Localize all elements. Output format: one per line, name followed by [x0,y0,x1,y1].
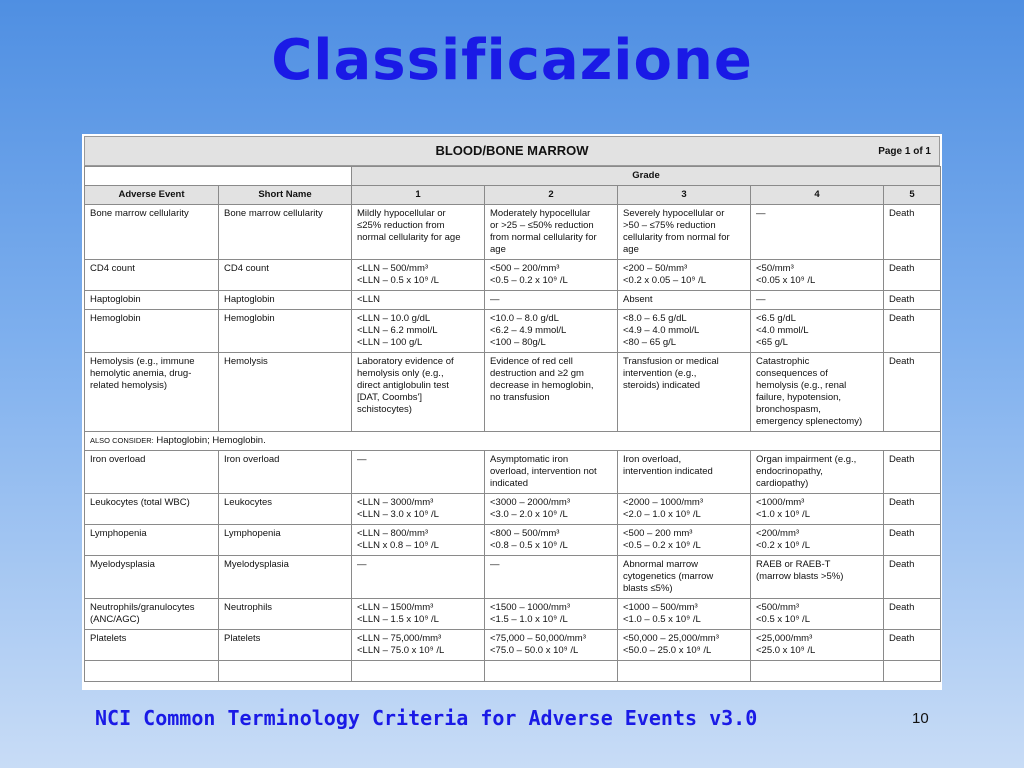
cell-text-line: from normal cellularity for [490,232,597,243]
cell-text-line: <LLN – 1500/mm³ [357,602,434,613]
grade-3-cell [618,630,751,661]
table-header-bar [84,136,940,166]
table-row [85,310,941,353]
cell-text-line: Severely hypocellular or [623,208,725,219]
grade-3-cell [618,260,751,291]
ctcae-table-image [82,134,942,690]
grade-1-cell [352,291,485,310]
grade-2-cell [485,556,618,599]
cell-text-line: Death [889,263,915,274]
cell-text-line: age [490,244,506,255]
cell-text-line: (marrow blasts >5%) [756,571,844,582]
table-row [85,494,941,525]
cell-text-line: no transfusion [490,392,550,403]
grade-1-cell [352,661,485,682]
column-header-row [85,186,941,205]
column-header: 2 [485,186,618,205]
cell-text-line: <50,000 – 25,000/mm³ [623,633,719,644]
cell-text-line: <50.0 – 25.0 x 10⁹ /L [623,645,712,656]
cell-text-line: age [623,244,639,255]
cell-text-line: Bone marrow cellularity [90,208,189,219]
footer-title: NCI Common Terminology Criteria for Adverse Events v3.0 [95,706,758,730]
grade-5-cell [884,494,941,525]
grade-5-cell [884,630,941,661]
cell-text-line: Catastrophic [756,356,810,367]
cell-text-line: <LLN – 3.0 x 10⁹ /L [357,509,439,520]
grade-4-cell [751,310,884,353]
short-name-cell [219,291,352,310]
cell-text-line: Iron overload [224,454,280,465]
column-header: 4 [751,186,884,205]
grade-4-cell [751,630,884,661]
cell-text-line: <1.0 – 0.5 x 10⁹ /L [623,614,701,625]
cell-text-line: <75,000 – 50,000/mm³ [490,633,586,644]
column-header: 5 [884,186,941,205]
cell-text-line: <0.5 x 10⁹ /L [756,614,810,625]
grade-3-cell [618,494,751,525]
short-name-cell [219,661,352,682]
cell-text-line: <65 g/L [756,337,788,348]
cell-text-line: Platelets [224,633,261,644]
cell-text-line: <4.9 – 4.0 mmol/L [623,325,700,336]
table-row [85,630,941,661]
table-row [85,291,941,310]
table-row [85,661,941,682]
grade-2-cell [485,291,618,310]
cell-text-line: <2.0 – 1.0 x 10⁹ /L [623,509,701,520]
grade-5-cell [884,451,941,494]
grade-3-cell [618,661,751,682]
cell-text-line: <800 – 500/mm³ [490,528,560,539]
cell-text-line: Neutrophils/granulocytes [90,602,195,613]
cell-text-line: <1500 – 1000/mm³ [490,602,571,613]
cell-text-line: <200 – 50/mm³ [623,263,688,274]
adverse-event-cell [85,451,219,494]
cell-text-line: <4.0 mmol/L [756,325,809,336]
cell-text-line: <0.5 – 0.2 x 10⁹ /L [490,275,568,286]
adverse-event-cell [85,630,219,661]
table-row [85,599,941,630]
grade-1-cell [352,556,485,599]
cell-text-line: <80 – 65 g/L [623,337,677,348]
grade-1-cell [352,630,485,661]
cell-text-line: <75.0 – 50.0 x 10⁹ /L [490,645,579,656]
cell-text-line: <50/mm³ [756,263,794,274]
grade-2-cell [485,205,618,260]
adverse-event-cell [85,599,219,630]
cell-text-line: <0.8 – 0.5 x 10⁹ /L [490,540,568,551]
cell-text-line: intervention (e.g., [623,368,697,379]
cell-text-line: Hemolysis [224,356,268,367]
cell-text-line: Death [889,497,915,508]
adverse-event-cell [85,291,219,310]
cell-text-line: <LLN – 500/mm³ [357,263,429,274]
column-header: Short Name [219,186,352,205]
grade-4-cell [751,599,884,630]
cell-text-line: Asymptomatic iron [490,454,569,465]
cell-text-line: <2000 – 1000/mm³ [623,497,704,508]
cell-text-line: — [490,559,500,570]
adverse-event-cell [85,661,219,682]
cell-text-line: consequences of [756,368,828,379]
cell-text-line: blasts ≤5%) [623,583,673,594]
cell-text-line: hemolysis only (e.g., [357,368,444,379]
cell-text-line: <0.5 – 0.2 x 10⁹ /L [623,540,701,551]
grade-4-cell [751,291,884,310]
blank-header-cell [85,167,352,186]
cell-text-line: Laboratory evidence of [357,356,454,367]
grade-header-row [85,167,941,186]
grade-2-cell [485,451,618,494]
short-name-cell [219,494,352,525]
cell-text-line: normal cellularity for age [357,232,461,243]
cell-text-line: bronchospasm, [756,404,821,415]
grade-1-cell [352,599,485,630]
grade-4-cell [751,205,884,260]
cell-text-line: <100 – 80g/L [490,337,546,348]
column-header: 1 [352,186,485,205]
column-header: Adverse Event [85,186,219,205]
short-name-cell [219,260,352,291]
cell-text-line: <500 – 200/mm³ [490,263,560,274]
grade-5-cell [884,291,941,310]
short-name-cell [219,310,352,353]
short-name-cell [219,599,352,630]
table-row [85,525,941,556]
cell-text-line: <25.0 x 10⁹ /L [756,645,816,656]
grade-5-cell [884,525,941,556]
cell-text-line: <6.5 g/dL [756,313,796,324]
cell-text-line: Death [889,633,915,644]
grade-2-cell [485,494,618,525]
cell-text-line: Death [889,313,915,324]
page-label: Page 1 of 1 [878,146,931,157]
grade-2-cell [485,630,618,661]
short-name-cell [219,451,352,494]
cell-text-line: decrease in hemoglobin, [490,380,594,391]
cell-text-line: destruction and ≥2 gm [490,368,584,379]
cell-text-line: <8.0 – 6.5 g/dL [623,313,687,324]
cell-text-line: Death [889,602,915,613]
grade-header: Grade [352,167,941,186]
grade-2-cell [485,661,618,682]
cell-text-line: ≤25% reduction from [357,220,445,231]
cell-text-line: <LLN – 100 g/L [357,337,423,348]
table-row [85,205,941,260]
cell-text-line: Death [889,528,915,539]
cell-text-line: Moderately hypocellular [490,208,591,219]
cell-text-line: direct antiglobulin test [357,380,449,391]
cell-text-line: Mildly hypocellular or [357,208,446,219]
cell-text-line: <200/mm³ [756,528,800,539]
grade-1-cell [352,310,485,353]
adverse-event-cell [85,260,219,291]
short-name-cell [219,525,352,556]
cell-text-line: Lymphopenia [224,528,281,539]
adverse-event-cell [85,494,219,525]
also-consider-text: Haptoglobin; Hemoglobin. [153,435,266,446]
cell-text-line: CD4 count [90,263,135,274]
cell-text-line: — [490,294,500,305]
cell-text-line: related hemolysis) [90,380,168,391]
table-row [85,260,941,291]
grade-4-cell [751,525,884,556]
cell-text-line: steroids) indicated [623,380,701,391]
cell-text-line: [DAT, Coombs'] [357,392,422,403]
cell-text-line: Leukocytes [224,497,273,508]
cell-text-line: Transfusion or medical [623,356,719,367]
table-row [85,451,941,494]
grade-5-cell [884,353,941,432]
page-number: 10 [912,710,929,727]
grade-4-cell [751,494,884,525]
cell-text-line: <3.0 – 2.0 x 10⁹ /L [490,509,568,520]
grade-3-cell [618,451,751,494]
cell-text-line: <LLN [357,294,380,305]
cell-text-line: <500/mm³ [756,602,800,613]
column-header: 3 [618,186,751,205]
cell-text-line: Death [889,208,915,219]
cell-text-line: <0.2 x 0.05 – 10⁹ /L [623,275,707,286]
cell-text-line: failure, hypotension, [756,392,842,403]
cell-text-line: Platelets [90,633,127,644]
cell-text-line: Myelodysplasia [90,559,155,570]
cell-text-line: RAEB or RAEB-T [756,559,831,570]
grade-1-cell [352,353,485,432]
cell-text-line: overload, intervention not [490,466,597,477]
cell-text-line: <LLN – 3000/mm³ [357,497,434,508]
grade-4-cell [751,353,884,432]
cell-text-line: <LLN x 0.8 – 10⁹ /L [357,540,439,551]
grade-1-cell [352,451,485,494]
cell-text-line: — [357,454,367,465]
cell-text-line: <LLN – 6.2 mmol/L [357,325,438,336]
cell-text-line: Abnormal marrow [623,559,698,570]
cell-text-line: <1.0 x 10⁹ /L [756,509,810,520]
cell-text-line: — [756,294,766,305]
cell-text-line: <10.0 – 8.0 g/dL [490,313,559,324]
grade-4-cell [751,451,884,494]
cell-text-line: Death [889,294,915,305]
table-row [85,432,941,451]
grade-2-cell [485,525,618,556]
grade-4-cell [751,556,884,599]
cell-text-line: <LLN – 1.5 x 10⁹ /L [357,614,439,625]
cell-text-line: Hemolysis (e.g., immune [90,356,195,367]
grade-2-cell [485,353,618,432]
grade-5-cell [884,260,941,291]
cell-text-line: (ANC/AGC) [90,614,140,625]
cell-text-line: intervention indicated [623,466,713,477]
short-name-cell [219,353,352,432]
cell-text-line: Death [889,454,915,465]
cell-text-line: <500 – 200 mm³ [623,528,693,539]
cell-text-line: Myelodysplasia [224,559,289,570]
also-consider-label: ALSO CONSIDER: [90,436,154,445]
grade-2-cell [485,260,618,291]
cell-text-line: <LLN – 800/mm³ [357,528,429,539]
cell-text-line: or >25 – ≤50% reduction [490,220,594,231]
cell-text-line: cellularity from normal for [623,232,730,243]
cell-text-line: Hemoglobin [224,313,275,324]
table-row [85,556,941,599]
grade-5-cell [884,205,941,260]
cell-text-line: hemolytic anemia, drug- [90,368,192,379]
cell-text-line: CD4 count [224,263,269,274]
grade-5-cell [884,599,941,630]
grade-3-cell [618,353,751,432]
cell-text-line: Hemoglobin [90,313,141,324]
grade-3-cell [618,205,751,260]
adverse-event-cell [85,353,219,432]
short-name-cell [219,556,352,599]
grade-5-cell [884,556,941,599]
short-name-cell [219,630,352,661]
adverse-event-cell [85,205,219,260]
grade-1-cell [352,260,485,291]
grade-1-cell [352,494,485,525]
cell-text-line: <0.2 x 10⁹ /L [756,540,810,551]
cell-text-line: <LLN – 75.0 x 10⁹ /L [357,645,445,656]
cell-text-line: <LLN – 10.0 g/dL [357,313,431,324]
cell-text-line: Death [889,559,915,570]
cell-text-line: <1000/mm³ [756,497,805,508]
cell-text-line: Death [889,356,915,367]
cell-text-line: Lymphopenia [90,528,147,539]
table-body [85,205,941,682]
grade-3-cell [618,556,751,599]
grade-4-cell [751,661,884,682]
grade-1-cell [352,525,485,556]
cell-text-line: Bone marrow cellularity [224,208,323,219]
cell-text-line: <3000 – 2000/mm³ [490,497,571,508]
grade-5-cell [884,310,941,353]
cell-text-line: <1000 – 500/mm³ [623,602,698,613]
grade-5-cell [884,661,941,682]
cell-text-line: cardiopathy) [756,478,809,489]
grade-3-cell [618,525,751,556]
cell-text-line: <1.5 – 1.0 x 10⁹ /L [490,614,568,625]
cell-text-line: <6.2 – 4.9 mmol/L [490,325,567,336]
cell-text-line: emergency splenectomy) [756,416,863,427]
cell-text-line: hemolysis (e.g., renal [756,380,847,391]
table-title: BLOOD/BONE MARROW [435,143,589,158]
cell-text-line: endocrinopathy, [756,466,823,477]
cell-text-line: Organ impairment (e.g., [756,454,857,465]
table-row [85,353,941,432]
cell-text-line: — [357,559,367,570]
grade-3-cell [618,599,751,630]
cell-text-line: Iron overload, [623,454,682,465]
cell-text-line: Haptoglobin [224,294,275,305]
slide-title: Classificazione [271,28,753,93]
cell-text-line: Evidence of red cell [490,356,573,367]
cell-text-line: — [756,208,766,219]
cell-text-line: Neutrophils [224,602,273,613]
grade-1-cell [352,205,485,260]
cell-text-line: Iron overload [90,454,146,465]
grade-3-cell [618,310,751,353]
adverse-event-cell [85,310,219,353]
grade-3-cell [618,291,751,310]
adverse-event-cell [85,556,219,599]
grade-2-cell [485,310,618,353]
cell-text-line: >50 – ≤75% reduction [623,220,716,231]
cell-text-line: <LLN – 75,000/mm³ [357,633,442,644]
cell-text-line: schistocytes) [357,404,412,415]
grade-2-cell [485,599,618,630]
also-consider-note [85,432,941,451]
cell-text-line: Leukocytes (total WBC) [90,497,190,508]
adverse-event-cell [85,525,219,556]
short-name-cell [219,205,352,260]
cell-text-line: <0.05 x 10⁹ /L [756,275,816,286]
cell-text-line: indicated [490,478,529,489]
cell-text-line: <25,000/mm³ [756,633,813,644]
grade-4-cell [751,260,884,291]
cell-text-line: Absent [623,294,653,305]
cell-text-line: cytogenetics (marrow [623,571,714,582]
cell-text-line: <LLN – 0.5 x 10⁹ /L [357,275,439,286]
adverse-events-table [84,166,941,682]
cell-text-line: Haptoglobin [90,294,141,305]
